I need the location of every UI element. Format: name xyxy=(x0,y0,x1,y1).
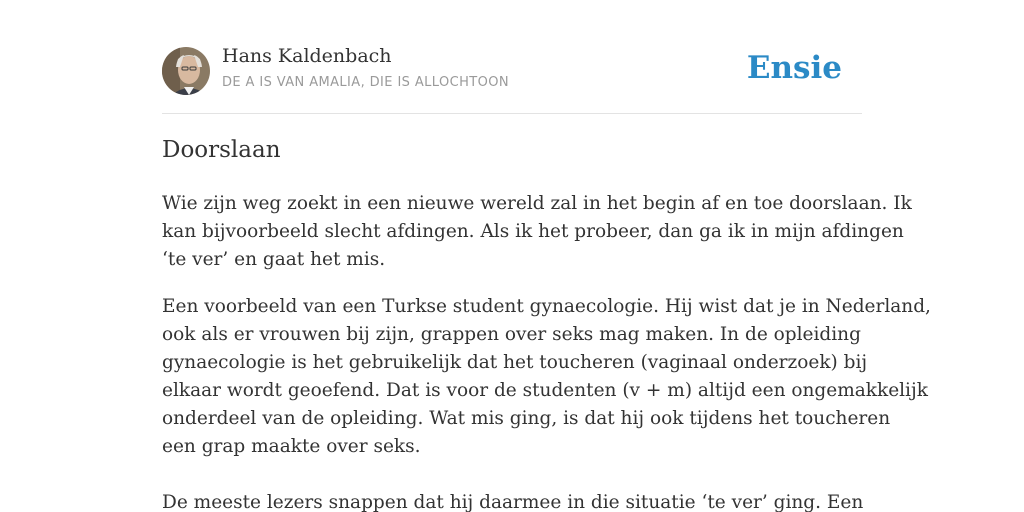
article-title: Doorslaan xyxy=(162,137,281,163)
paragraph-line: een grap maakte over seks. xyxy=(162,436,421,457)
article-header xyxy=(162,0,862,114)
author-photo-icon xyxy=(162,47,210,95)
author-avatar[interactable] xyxy=(162,47,210,95)
paragraph-line: kan bijvoorbeeld slecht afdingen. Als ik het probeer, dan ga ik in mijn afdingen xyxy=(162,221,904,242)
paragraph-line: elkaar wordt geoefend. Dat is voor de studenten (v + m) altijd een ongemakkelijk xyxy=(162,380,928,401)
paragraph-line: onderdeel van de opleiding. Wat mis ging, is dat hij ook tijdens het toucheren xyxy=(162,408,891,429)
article-paragraph xyxy=(162,293,931,461)
article-paragraph xyxy=(162,489,862,512)
paragraph-line: De meeste lezers snappen dat hij daarmee in die situatie ‘te ver’ ging. Een xyxy=(162,492,864,512)
author-name[interactable]: Hans Kaldenbach xyxy=(222,45,392,67)
article-paragraph xyxy=(162,190,912,274)
paragraph-line: Een voorbeeld van een Turkse student gynaecologie. Hij wist dat je in Nederland, xyxy=(162,296,931,317)
paragraph-line: ‘te ver’ en gaat het mis. xyxy=(162,249,386,270)
paragraph-line: Wie zijn weg zoekt in een nieuwe wereld zal in het begin af en toe doorslaan. Ik xyxy=(162,193,912,214)
brand-logo[interactable]: Ensie xyxy=(746,50,842,86)
article-container xyxy=(162,0,931,512)
paragraph-line: ook als er vrouwen bij zijn, grappen over seks mag maken. In de opleiding xyxy=(162,324,861,345)
paragraph-line: gynaecologie is het gebruikelijk dat het toucheren (vaginaal onderzoek) bij xyxy=(162,352,868,373)
author-tagline: DE A IS VAN AMALIA, DIE IS ALLOCHTOON xyxy=(222,75,509,90)
